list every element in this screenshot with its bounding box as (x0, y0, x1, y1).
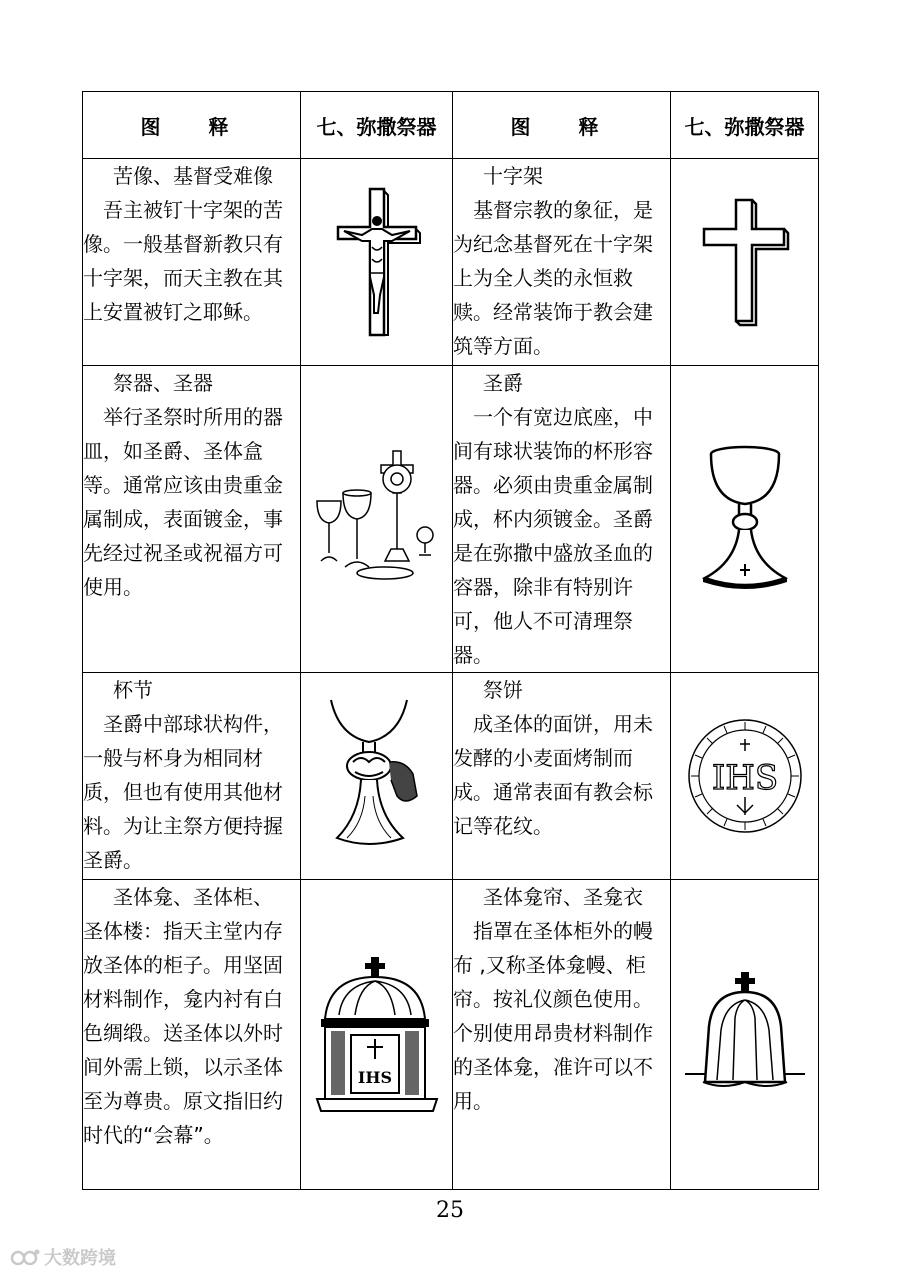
definition: 一个有宽边底座，中间有球状装饰的杯形容器。必须由贵重金属制成，杯内须镀金。圣爵是在弥撒中盛放圣血的容器，除非有特别许可，他人不可清理祭器。 (453, 405, 653, 667)
illustration-cell (671, 880, 819, 1190)
chalice-icon (695, 444, 795, 594)
header-row (83, 92, 819, 159)
term: 杯节 (113, 678, 153, 702)
header-description-right: 图 释 (453, 92, 671, 159)
definition: 圣体楼：指天主堂内存放圣体的柜子。用坚固材料制作，龛内衬有白色绸缎。送圣体以外时间外需上锁，以示圣体至为尊贵。原文指旧约时代的“会幕”。 (83, 919, 283, 1147)
definition: 举行圣祭时所用的器皿，如圣爵、圣体盒等。通常应该由贵重金属制成，表面镀金，事先经过祝圣或祝福方可使用。 (83, 405, 283, 599)
description-cell (83, 880, 301, 1190)
host-ihs-icon (686, 717, 804, 835)
header-category-right: 七、弥撒祭器 (671, 92, 819, 159)
description-cell (453, 159, 671, 366)
term: 苦像、基督受难像 (113, 164, 273, 188)
term: 圣爵 (483, 371, 523, 395)
ihs-monogram: IHS (357, 1067, 392, 1087)
description-cell (83, 159, 301, 366)
table-row (83, 880, 819, 1190)
table-row (83, 673, 819, 880)
header-description-left: 图 释 (83, 92, 301, 159)
illustration-cell (301, 366, 453, 673)
term: 圣体龛帘、圣龛衣 (483, 885, 643, 909)
table-row (83, 366, 819, 673)
header-category-left: 七、弥撒祭器 (301, 92, 453, 159)
illustration-cell (301, 159, 453, 366)
illustration-cell (671, 366, 819, 673)
tabernacle-icon (315, 955, 439, 1115)
glossary-table (82, 91, 819, 1190)
watermark-text: 大数跨境 (44, 1248, 116, 1269)
description-cell (453, 366, 671, 673)
cross-icon (700, 197, 790, 327)
sacred-vessels-icon (313, 449, 441, 589)
definition: 吾主被钉十字架的苦像。一般基督新教只有十字架，而天主教在其上安置被钉之耶稣。 (83, 198, 283, 324)
watermark-logo-icon (10, 1248, 40, 1266)
illustration-cell (301, 880, 453, 1190)
term: 祭器、圣器 (113, 371, 213, 395)
definition: 圣爵中部球状构件，一般与杯身为相同材质，但也有使用其他材料。为让主祭方便持握圣爵。 (83, 712, 283, 872)
description-cell (453, 673, 671, 880)
description-cell (83, 366, 301, 673)
definition: 基督宗教的象征，是为纪念基督死在十字架上为全人类的永恒救赎。经常装饰于教会建筑等方面。 (453, 198, 653, 358)
illustration-cell (301, 673, 453, 880)
ihs-monogram: IHS (711, 758, 778, 798)
watermark (10, 1244, 116, 1270)
tabernacle-veil-icon (683, 970, 807, 1100)
description-cell (453, 880, 671, 1190)
illustration-cell (671, 159, 819, 366)
definition: 成圣体的面饼，用未发酵的小麦面烤制而成。通常表面有教会标记等花纹。 (453, 712, 653, 838)
term: 十字架 (483, 164, 543, 188)
chalice-knop-icon (317, 696, 437, 856)
term: 圣体龛、圣体柜、 (113, 885, 273, 909)
crucifix-icon (332, 187, 422, 337)
description-cell (83, 673, 301, 880)
page-number: 25 (436, 1198, 464, 1223)
table-row (83, 159, 819, 366)
definition: 指罩在圣体柜外的幔布 ,又称圣体龛幔、柜帘。按礼仪颜色使用。个别使用昂贵材料制作的圣体龛，准许可以不用。 (453, 919, 653, 1113)
illustration-cell (671, 673, 819, 880)
term: 祭饼 (483, 678, 523, 702)
